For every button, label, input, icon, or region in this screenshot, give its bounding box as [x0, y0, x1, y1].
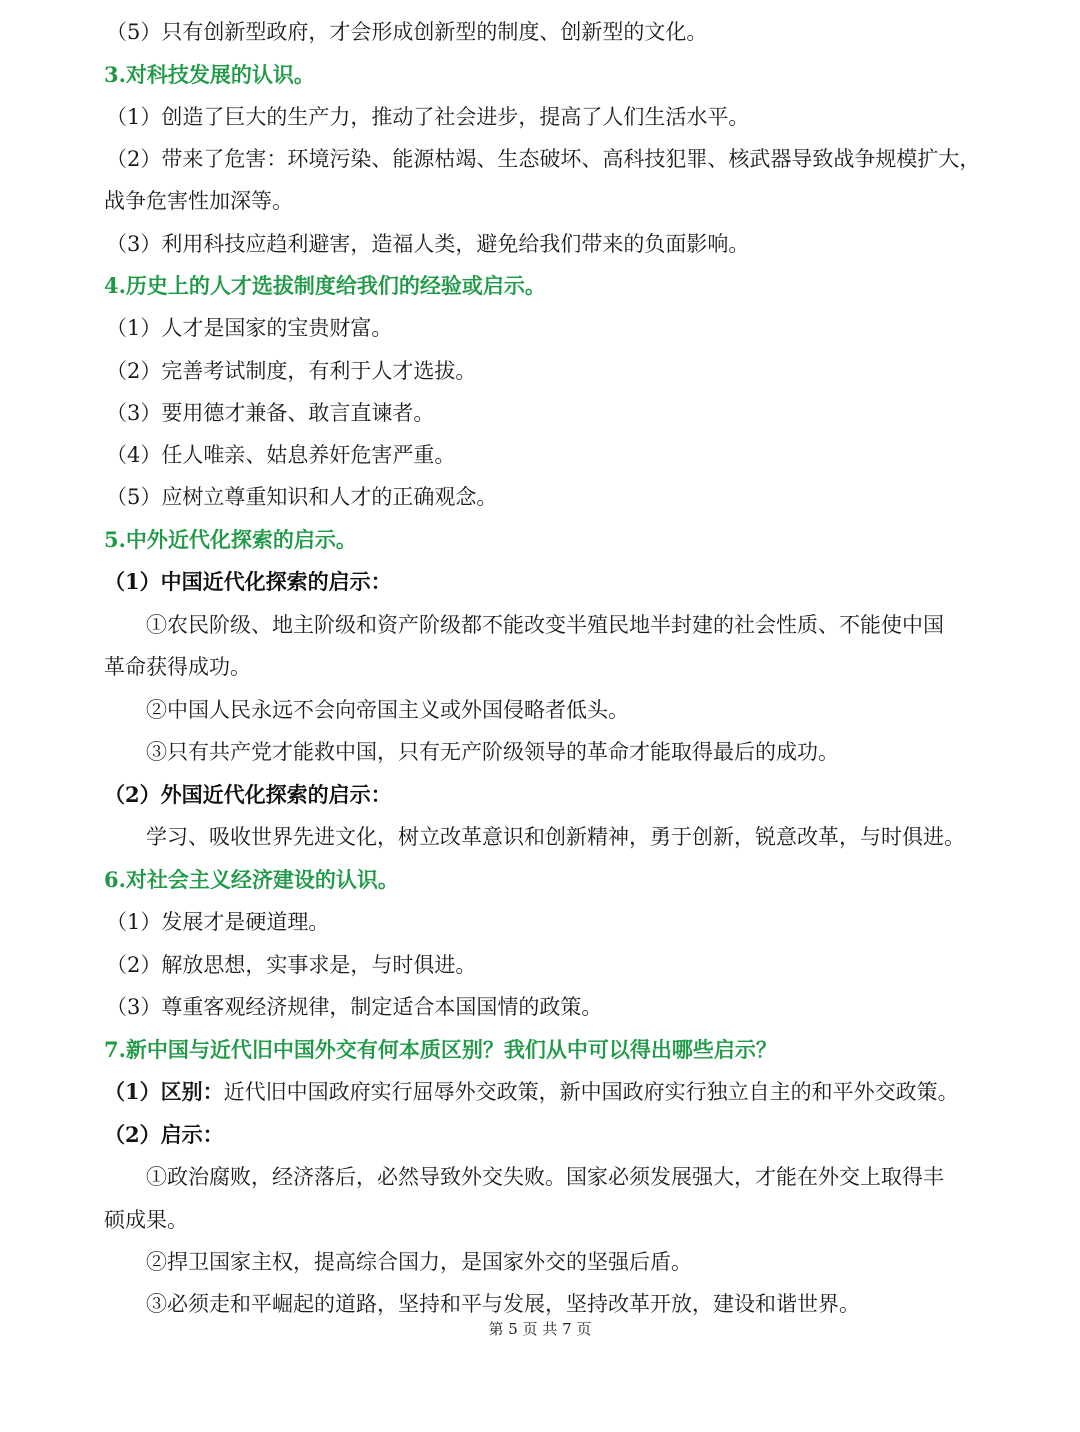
- section-heading-5: 5.中外近代化探索的启示。: [104, 527, 357, 552]
- list-item-continuation: 战争危害性加深等。: [104, 189, 293, 213]
- list-item: （2）解放思想，实事求是，与时俱进。: [106, 953, 477, 977]
- paragraph: 学习、吸收世界先进文化，树立改革意识和创新精神，勇于创新，锐意改革，与时俱进。: [146, 825, 965, 849]
- list-item: （1）创造了巨大的生产力，推动了社会进步，提高了人们生活水平。: [106, 105, 750, 129]
- difference-label: （1）区别：: [104, 1079, 224, 1104]
- list-item: （2）完善考试制度，有利于人才选拔。: [106, 359, 477, 383]
- paragraph: ③必须走和平崛起的道路，坚持和平与发展，坚持改革开放，建设和谐世界。: [146, 1292, 860, 1316]
- paragraph: ①农民阶级、地主阶级和资产阶级都不能改变半殖民地半封建的社会性质、不能使中国: [146, 613, 944, 637]
- page-footer: 第 5 页 共 7 页: [488, 1320, 592, 1338]
- list-item: （1）人才是国家的宝贵财富。: [106, 316, 393, 340]
- section-heading-7: 7.新中国与近代旧中国外交有何本质区别？我们从中可以得出哪些启示？: [104, 1037, 777, 1062]
- list-item: （5）只有创新型政府，才会形成创新型的制度、创新型的文化。: [106, 20, 708, 44]
- section-heading-3: 3.对科技发展的认识。: [104, 62, 315, 87]
- difference-row: [0, 1077, 1080, 1107]
- paragraph: ③只有共产党才能救中国，只有无产阶级领导的革命才能取得最后的成功。: [146, 740, 839, 764]
- list-item: （3）尊重客观经济规律，制定适合本国国情的政策。: [106, 995, 603, 1019]
- list-item: （2）带来了危害：环境污染、能源枯竭、生态破坏、高科技犯罪、核武器导致战争规模扩大，: [106, 147, 981, 171]
- list-item: （3）要用德才兼备、敢言直谏者。: [106, 401, 435, 425]
- list-item: （5）应树立尊重知识和人才的正确观念。: [106, 485, 498, 509]
- list-item: （1）发展才是硬道理。: [106, 910, 330, 934]
- section-heading-4: 4.历史上的人才选拔制度给我们的经验或启示。: [104, 273, 546, 298]
- list-item: （3）利用科技应趋利避害，造福人类，避免给我们带来的负面影响。: [106, 232, 750, 256]
- section-heading-6: 6.对社会主义经济建设的认识。: [104, 867, 399, 892]
- paragraph-continuation: 革命获得成功。: [104, 655, 251, 679]
- paragraph: ②捍卫国家主权，提高综合国力，是国家外交的坚强后盾。: [146, 1250, 692, 1274]
- subheading: （2）启示：: [104, 1122, 224, 1147]
- list-item: （4）任人唯亲、姑息养奸危害严重。: [106, 443, 456, 467]
- paragraph: ②中国人民永远不会向帝国主义或外国侵略者低头。: [146, 698, 629, 722]
- subheading: （1）中国近代化探索的启示：: [104, 569, 392, 594]
- difference-text: 近代旧中国政府实行屈辱外交政策，新中国政府实行独立自主的和平外交政策。: [223, 1080, 959, 1104]
- paragraph-continuation: 硕成果。: [104, 1208, 188, 1232]
- subheading: （2）外国近代化探索的启示：: [104, 782, 392, 807]
- paragraph: ①政治腐败，经济落后，必然导致外交失败。国家必须发展强大，才能在外交上取得丰: [146, 1165, 944, 1189]
